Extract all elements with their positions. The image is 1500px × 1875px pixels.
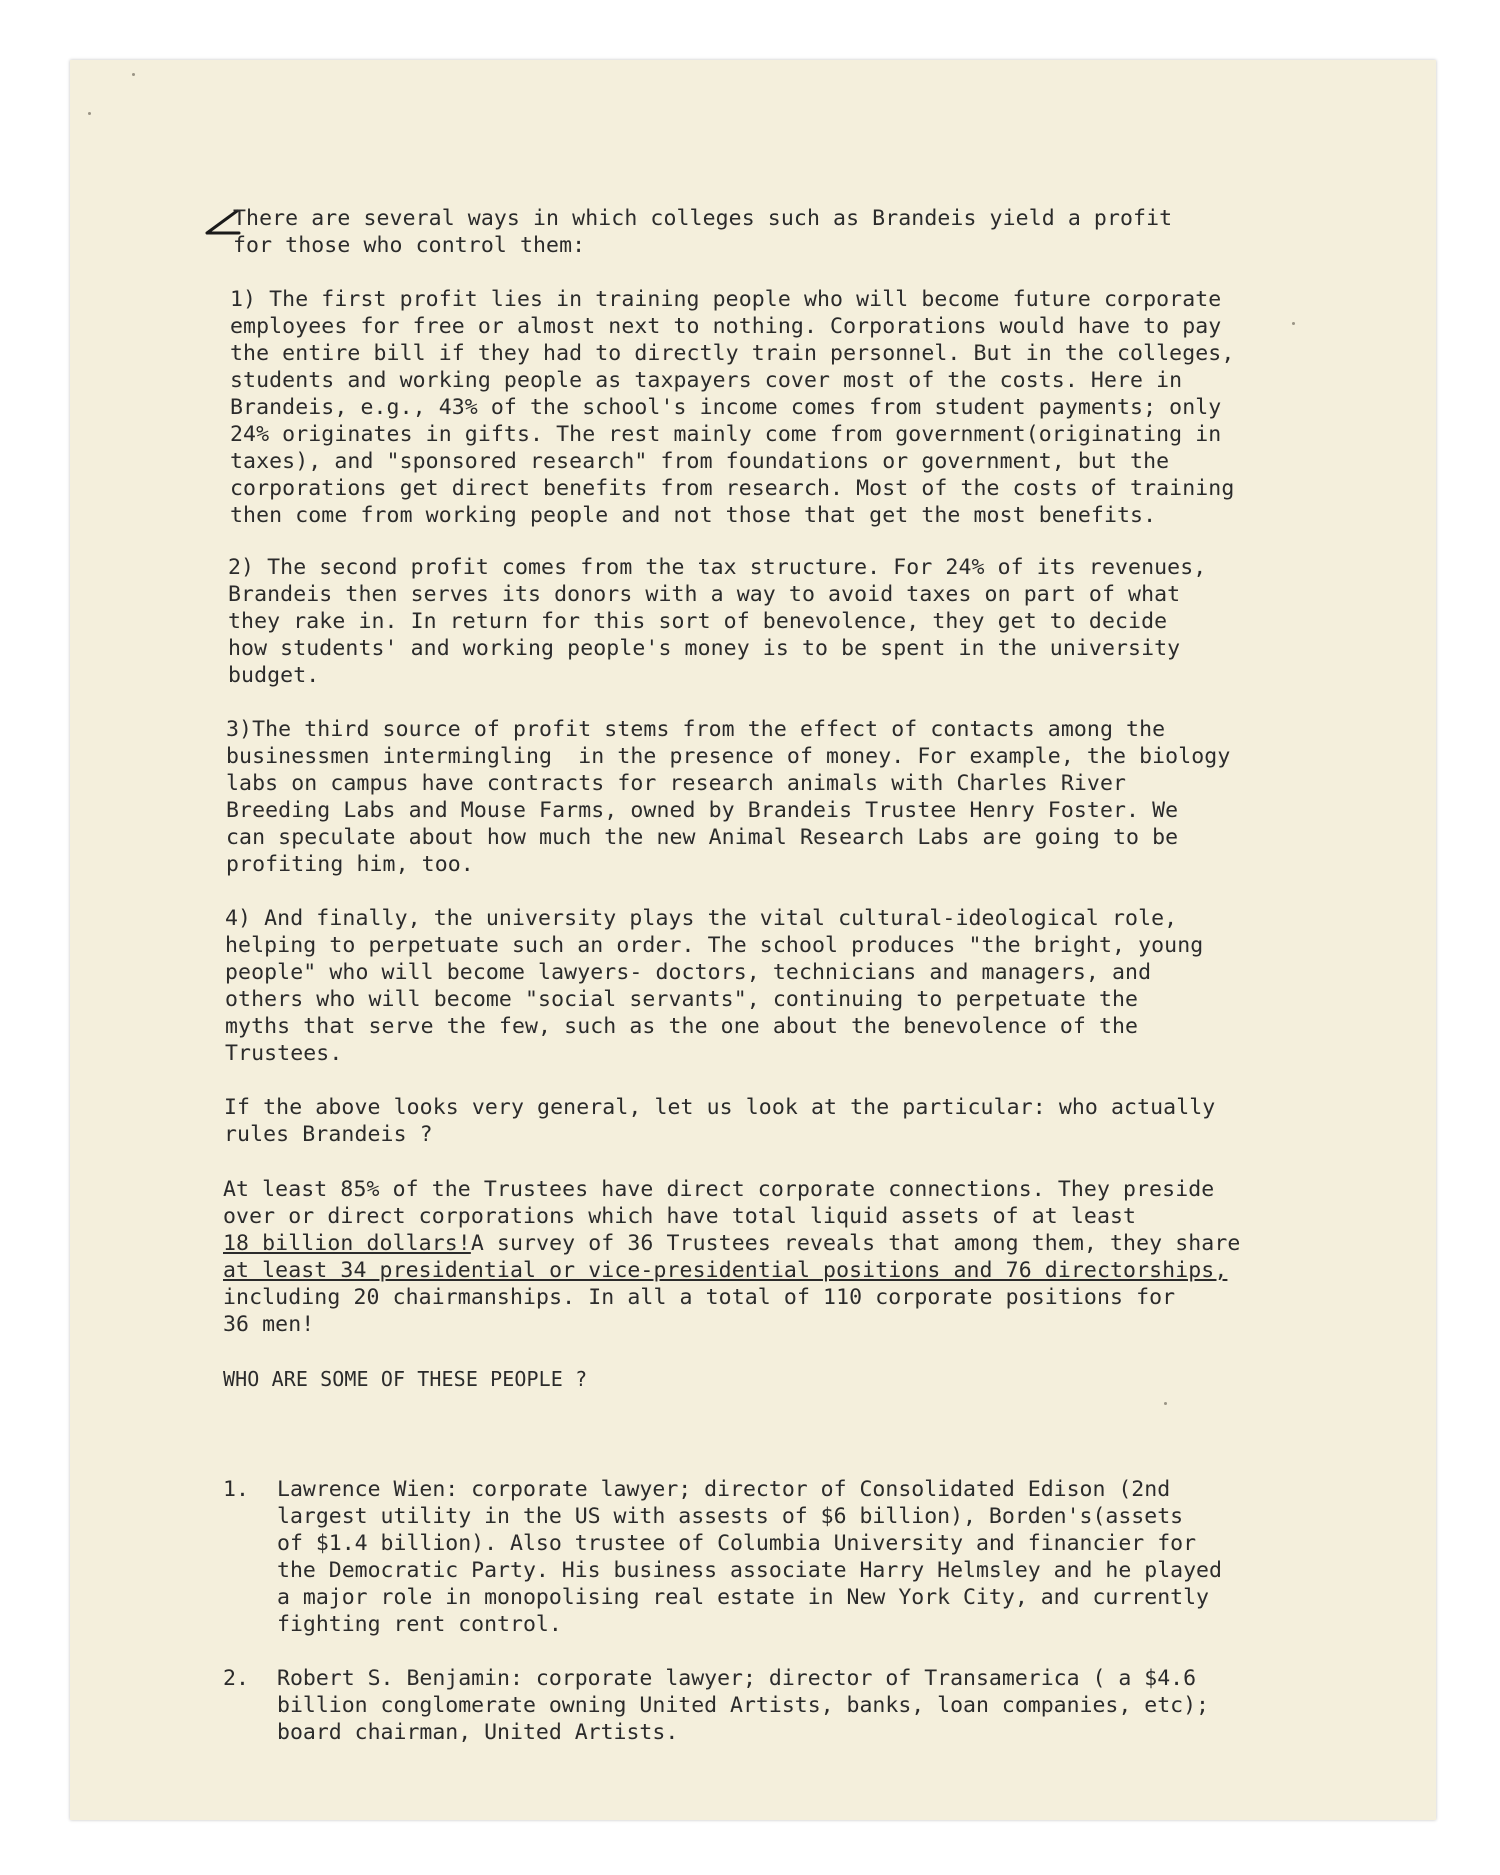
paper-speck — [132, 73, 135, 76]
who-heading: WHO ARE SOME OF THESE PEOPLE ? — [223, 1367, 588, 1391]
point-3-paragraph: 3)The third source of profit stems from the effect of contacts among the businessmen intermingling in the presence of money. For example, the biology labs on campus have contracts for research animals with Charles River Breeding Labs and Mouse Farms, owned by Brandeis Trustee Henry Foster. We can speculate about how much the new Animal Research Labs are going to be profiting him, too. — [226, 717, 1231, 877]
list-item-text: Lawrence Wien: corporate lawyer; director of Consolidated Edison (2nd largest utility in the US with assests of $6 billion), Borden's(assets of $1.4 billion). Also trustee of Columbia University and financier for the Democratic Party. His business associate Harry Helmsley and he played a major role in monopolising real estate in New York City, and currently fighting rent control. — [277, 1477, 1222, 1637]
paper-speck — [1164, 1402, 1167, 1405]
trustees-line-2: over or direct corporations which have total liquid assets of at least — [223, 1204, 1137, 1229]
people-list-continued — [223, 1611, 1373, 1800]
paper-speck — [88, 112, 91, 115]
intro-paragraph: There are several ways in which colleges such as Brandeis yield a profit for those who control them: — [233, 206, 1173, 258]
point-1-paragraph: 1) The first profit lies in training people who will become future corporate employees for free or almost next to nothing. Corporations would have to pay the entire bill if they had to directly train personnel. But in the colleges, students and working people as taxpayers cover most of the costs. Here in Brandeis, e.g., 43% of the school's income comes from student payments; only 24% originates in gifts. The rest mainly come from government(originating in taxes), and "sponsored research" from foundations or government, but the corporations get direct benefits from research. Most of the costs of training then come from working people and not those that get the most benefits. — [230, 287, 1235, 528]
underlined-amount: 18 billion dollars! — [223, 1231, 471, 1256]
trustees-line-5: including 20 chairmanships. In all a total of 110 corporate positions for — [223, 1285, 1176, 1310]
general-paragraph: If the above looks very general, let us look at the particular: who actually rules Brandeis ? — [224, 1095, 1216, 1147]
point-2-paragraph: 2) The second profit comes from the tax structure. For 24% of its revenues, Brandeis then serves its donors with a way to avoid taxes on part of what they rake in. In return for this sort of benevolence, they get to decide how students' and working people's money is to be spent in the university budget. — [228, 555, 1207, 688]
trustees-line-3: A survey of 36 Trustees reveals that among them, they share — [470, 1231, 1241, 1256]
list-item — [223, 1665, 1373, 1746]
list-item-number: 1. — [223, 1477, 249, 1502]
list-item-number: 2. — [223, 1666, 249, 1691]
trustees-line-6: 36 men! — [223, 1312, 315, 1337]
trustees-line-1: At least 85% of the Trustees have direct corporate connections. They preside — [223, 1177, 1215, 1202]
trustees-line-4: at least 34 presidential or vice-presidential positions and 76 directorships, — [223, 1258, 1228, 1283]
trustees-paragraph — [223, 1176, 1373, 1338]
point-4-paragraph: 4) And finally, the university plays the vital cultural-ideological role, helping to perpetuate such an order. The school produces "the bright, young people" who will become lawyers- doctors, technicians and managers, and others who will become "social servants", continuing to perpetuate the myths that serve the few, such as the one about the benevolence of the Trustees. — [225, 906, 1204, 1066]
list-item-text: Robert S. Benjamin: corporate lawyer; director of Transamerica ( a $4.6 billion conglomerate owning United Artists, banks, loan companies, etc); board chairman, United Artists. — [277, 1666, 1209, 1745]
document-page — [70, 60, 1436, 1820]
